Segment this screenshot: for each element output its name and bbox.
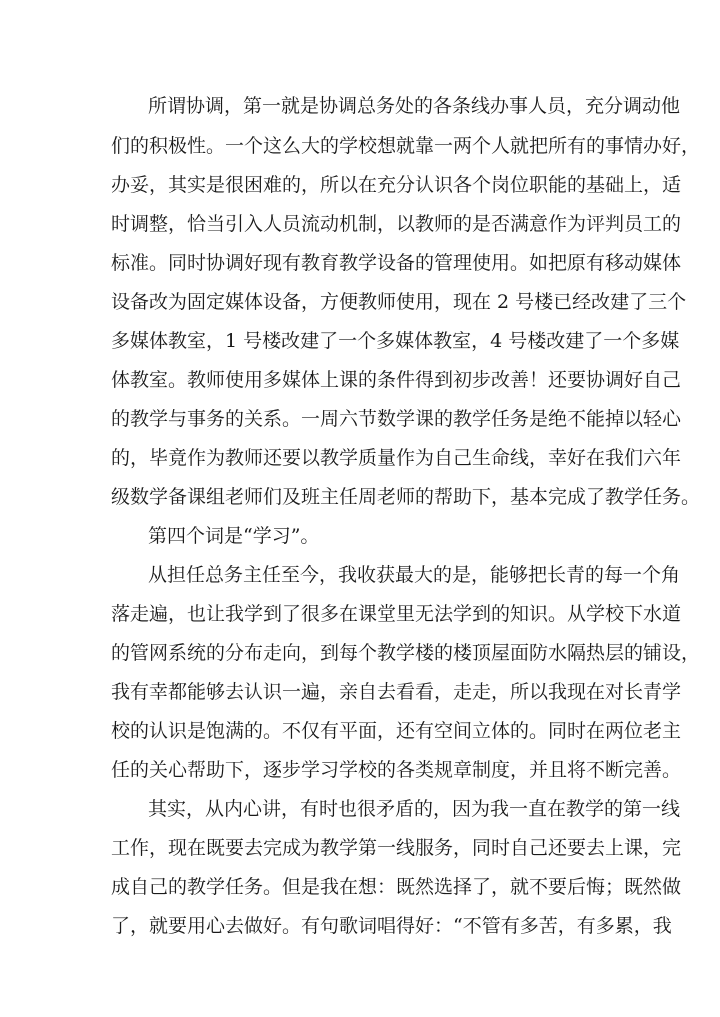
paragraph-line: 工作，现在既要去完成为教学第一线服务，同时自己还要去上课，完 [111, 837, 682, 859]
paragraph-line: 们的积极性。一个这么大的学校想就靠一两个人就把所有的事情办好， [111, 135, 701, 157]
paragraph-line: 标准。同时协调好现有教育教学设备的管理使用。如把原有移动媒体 [111, 252, 682, 274]
paragraph-line: 的，毕竟作为教师还要以教学质量作为自己生命线，幸好在我们六年 [111, 447, 682, 469]
paragraph-line: 体教室。教师使用多媒体上课的条件得到初步改善！还要协调好自己 [111, 369, 682, 391]
paragraph-line: 所谓协调，第一就是协调总务处的各条线办事人员，充分调动他 [148, 95, 681, 117]
paragraph-line: 设备改为固定媒体设备，方便教师使用，现在 2 号楼已经改建了三个 [111, 291, 687, 313]
paragraph-line: 的教学与事务的关系。一周六节数学课的教学任务是绝不能掉以轻心 [111, 408, 682, 430]
paragraph-line: 其实，从内心讲，有时也很矛盾的，因为我一直在教学的第一线 [148, 798, 681, 820]
paragraph-line: 任的关心帮助下，逐步学习学校的各类规章制度，并且将不断完善。 [111, 759, 682, 781]
section-heading-line: 第四个词是“学习”。 [148, 525, 320, 547]
paragraph-line: 了，就要用心去做好。有句歌词唱得好：“不管有多苦，有多累，我 [111, 915, 672, 937]
paragraph-line: 成自己的教学任务。但是我在想：既然选择了，就不要后悔；既然做 [111, 876, 682, 898]
paragraph-line: 的管网系统的分布走向，到每个教学楼的楼顶屋面防水隔热层的铺设， [111, 642, 701, 664]
paragraph-line: 从担任总务主任至今，我收获最大的是，能够把长青的每一个角 [148, 564, 681, 586]
paragraph-line: 级数学备课组老师们及班主任周老师的帮助下，基本完成了教学任务。 [111, 486, 701, 508]
paragraph-line: 多媒体教室，1 号楼改建了一个多媒体教室，4 号楼改建了一个多媒 [111, 330, 680, 352]
paragraph-line: 落走遍，也让我学到了很多在课堂里无法学到的知识。从学校下水道 [111, 603, 682, 625]
paragraph-line: 办妥，其实是很困难的，所以在充分认识各个岗位职能的基础上，适 [111, 174, 682, 196]
paragraph-line: 时调整，恰当引入人员流动机制，以教师的是否满意作为评判员工的 [111, 213, 682, 235]
paragraph-line: 校的认识是饱满的。不仅有平面，还有空间立体的。同时在两位老主 [111, 720, 682, 742]
paragraph-line: 我有幸都能够去认识一遍，亲自去看看，走走，所以我现在对长青学 [111, 681, 682, 703]
